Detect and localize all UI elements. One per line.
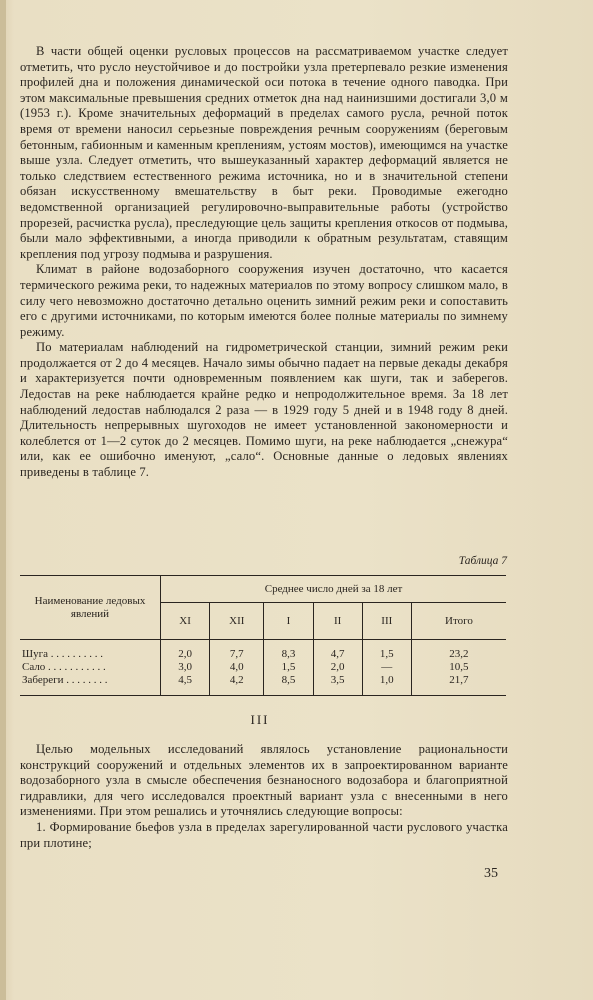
table-cell: 2,0 [313, 661, 362, 674]
column-header: III [362, 603, 411, 640]
table-row [20, 661, 506, 674]
table-cell: 1,0 [362, 674, 411, 696]
table-row [20, 640, 506, 662]
table-caption: Таблица 7 [458, 555, 507, 567]
row-header-cell [20, 576, 161, 640]
table-cell: 10,5 [411, 661, 506, 674]
table-row [20, 674, 506, 696]
table-cell: 4,7 [313, 640, 362, 662]
table-cell: 1,5 [362, 640, 411, 662]
paragraph-winter-regime: По материалам наблюдений на гидрометрической станции, зимний режим реки продолжается от 2 до 4 месяцев. Начало зимы обычно падает на первые декады декабря и характеризуется почти одновременным появлением как шуги, так и заберегов. Ледостав на реке наблюдается крайне редко и непродолжительное время. За 18 лет наблюдений ледостав наблюдался 2 раза — в 1929 году 5 дней и в 1948 году 8 дней. Длительность непрерывных шугоходов не имеет установленной закономерности и колеблется от 1—2 суток до 2 месяцев. Помимо шуги, на реке наблюдается „снежура“ или, как ее ошибочно именуют, „сало“. Основные данные о ледовых явлениях приведены в таблице 7. [20, 340, 508, 480]
paragraph-list-item-1: 1. Формирование бьефов узла в пределах зарегулированной части руслового участка при плотине; [20, 819, 508, 850]
column-header: XI [161, 603, 210, 640]
column-header: XII [210, 603, 264, 640]
body-text-top [20, 44, 508, 481]
row-name: Шуга . . . . . . . . . . [22, 648, 103, 660]
table-cell: 21,7 [411, 674, 506, 696]
column-header: Итого [411, 603, 506, 640]
row-name: Сало . . . . . . . . . . . [22, 661, 106, 673]
table-cell: 23,2 [411, 640, 506, 662]
table-cell: — [362, 661, 411, 674]
paragraph-river-processes: В части общей оценки русловых процессов на рассматриваемом участке следует отметить, что русло неустойчивое и до постройки узла претерпевало резкие изменения профилей дна и положения динамической оси потока в течение одного паводка. При этом максимальные превышения средних отметок дна над наинизшими достигали 3,0 м (1953 г.). Кроме значительных деформаций в пределах самого русла, речной поток время от времени наносил серьезные повреждения речным сооружениям (береговым бетонным, габионным и каменным креплениям, устоям мостов), имеющимся на участке выше узла. Следует отметить, что вышеуказанный характер деформаций является не только следствием естественного режима источника, но и в значительной степени обязан искусственному вмешательству в быт реки. Проводимые ежегодно ведомственной организацией регулировочно-выправительные работы (устройство прорезей, расчистка русла), преследующие цель защиты крепления откосов от подмыва, были мало эффективными, а иногда приводили к обратным результатам, ставящим крепления под угрозу подмыва и разрушения. [20, 44, 508, 261]
page-spine-shadow [0, 0, 6, 1000]
table-cell: 8,3 [264, 640, 313, 662]
table-cell: 1,5 [264, 661, 313, 674]
group-header-cell [161, 576, 507, 603]
table-cell: 3,5 [313, 674, 362, 696]
row-name: Забереги . . . . . . . . [20, 674, 161, 696]
column-header: II [313, 603, 362, 640]
paragraph-climate: Климат в районе водозаборного сооружения изучен достаточно, что касается термического режима реки, то надежных материалов по этому вопросу слишком мало, в силу чего невозможно достаточно детально оценить зимний режим реки и сопоставить его с другими источниками, по которым имеются более полные материалы по зимнему режиму. [20, 262, 508, 339]
table-cell: 4,0 [210, 661, 264, 674]
page-number: 35 [484, 866, 498, 881]
ice-phenomena-table [20, 575, 506, 696]
paragraph-model-research: Целью модельных исследований являлось установление рациональности конструкций сооружений и отдельных элементов их в запроектированном варианте водозаборного узла в смысле обеспечения безнаносного водозабора и благоприятной гидравлики, для чего исследовался проектный вариант узла с внесенными в него изменениями. При этом решались и уточнялись следующие вопросы: [20, 742, 508, 819]
table-cell: 2,0 [161, 640, 210, 662]
table-cell: 7,7 [210, 640, 264, 662]
row-header-label: Наименование ледовых явлений [34, 594, 146, 620]
section-number: III [250, 712, 270, 727]
table-cell: 4,2 [210, 674, 264, 696]
table-cell: 8,5 [264, 674, 313, 696]
table-cell: 4,5 [161, 674, 210, 696]
column-header: I [264, 603, 313, 640]
group-header-label: Среднее число дней за 18 лет [264, 582, 403, 595]
table-cell: 3,0 [161, 661, 210, 674]
body-text-bottom [20, 742, 508, 851]
